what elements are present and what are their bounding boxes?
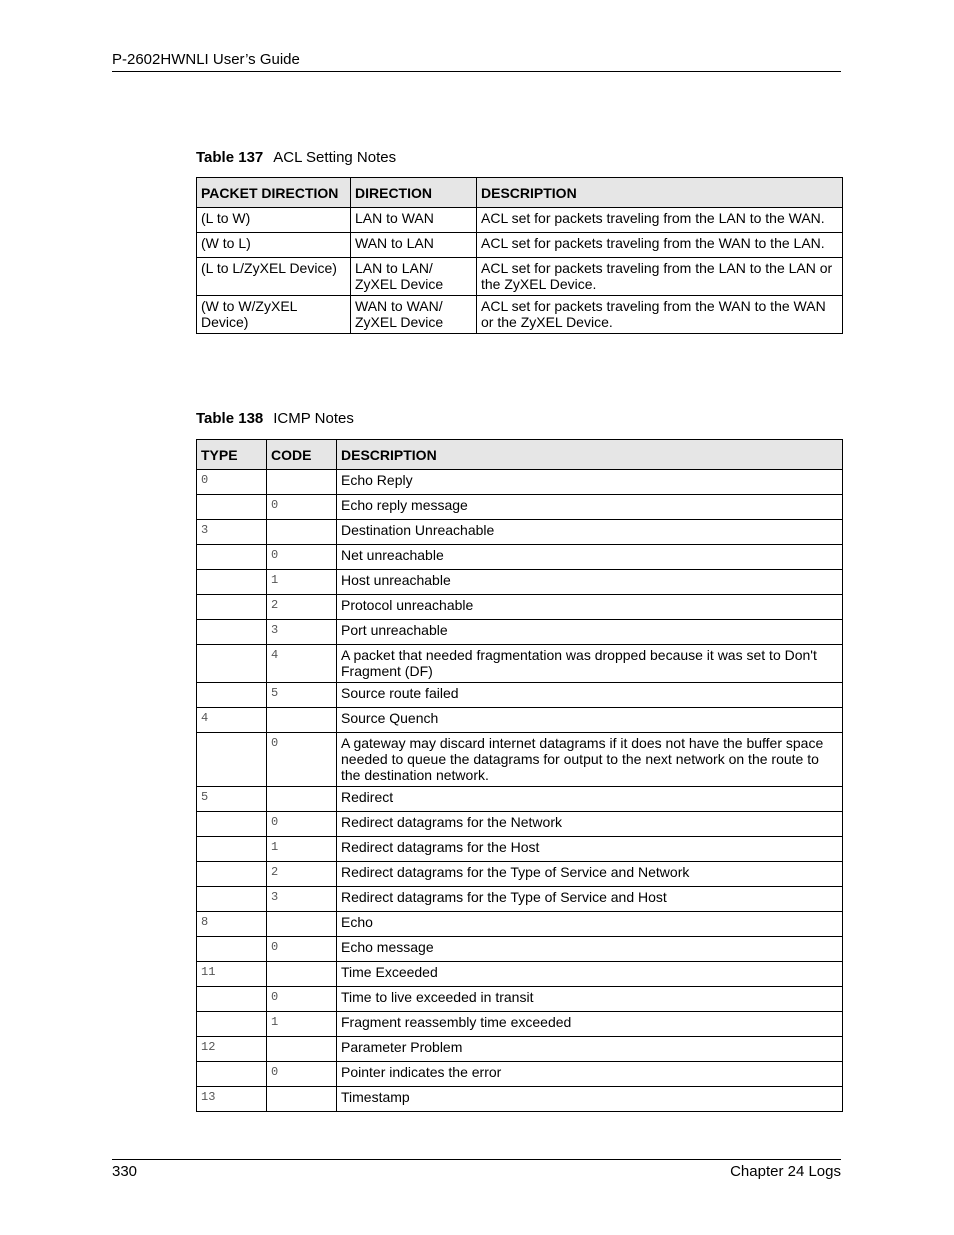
table-137-caption: [196, 149, 396, 166]
table-cell: [197, 887, 267, 912]
table-row: [197, 1037, 843, 1062]
table-cell: Destination Unreachable: [337, 520, 843, 545]
table-cell: ACL set for packets traveling from the LAN to the WAN.: [477, 208, 843, 233]
table-137-label: Table 137: [196, 149, 264, 166]
column-header: DIRECTION: [351, 178, 477, 208]
table-cell: Parameter Problem: [337, 1037, 843, 1062]
table-cell: 13: [197, 1087, 267, 1112]
table-cell: [197, 987, 267, 1012]
table-cell: 0: [267, 987, 337, 1012]
table-row: [197, 570, 843, 595]
table-cell: 0: [267, 733, 337, 787]
table-cell: 12: [197, 1037, 267, 1062]
header-title: P-2602HWNLI User’s Guide: [112, 51, 300, 68]
column-header: CODE: [267, 440, 337, 470]
table-row: [197, 620, 843, 645]
table-row: [197, 912, 843, 937]
table-cell: [267, 1037, 337, 1062]
table-header-row: [197, 178, 843, 208]
table-cell: 0: [267, 812, 337, 837]
column-header: TYPE: [197, 440, 267, 470]
column-header: DESCRIPTION: [337, 440, 843, 470]
table-row: [197, 733, 843, 787]
table-row: [197, 1012, 843, 1037]
table-row: [197, 862, 843, 887]
table-cell: Fragment reassembly time exceeded: [337, 1012, 843, 1037]
table-cell: Echo message: [337, 937, 843, 962]
table-cell: Pointer indicates the error: [337, 1062, 843, 1087]
table-cell: LAN to WAN: [351, 208, 477, 233]
table-cell: [267, 520, 337, 545]
table-138-title: ICMP Notes: [273, 410, 354, 427]
table-cell: (L to L/ZyXEL Device): [197, 258, 351, 296]
table-cell: [197, 812, 267, 837]
table-cell: [197, 645, 267, 683]
table-cell: [197, 495, 267, 520]
table-cell: [267, 912, 337, 937]
table-cell: Redirect datagrams for the Type of Service and Host: [337, 887, 843, 912]
page-number: 330: [112, 1163, 138, 1180]
table-cell: [197, 862, 267, 887]
table-cell: 3: [267, 887, 337, 912]
table-row: [197, 595, 843, 620]
table-cell: [197, 937, 267, 962]
table-cell: Protocol unreachable: [337, 595, 843, 620]
table-row: [197, 545, 843, 570]
table-cell: A gateway may discard internet datagrams if it does not have the buffer space needed to queue the datagrams for output to the next network on the route to the destination network.: [337, 733, 843, 787]
table-cell: [197, 620, 267, 645]
table-cell: Source route failed: [337, 683, 843, 708]
table-cell: 0: [267, 545, 337, 570]
column-header: PACKET DIRECTION: [197, 178, 351, 208]
table-cell: [267, 962, 337, 987]
table-cell: 1: [267, 837, 337, 862]
table-row: [197, 520, 843, 545]
table-row: [197, 683, 843, 708]
table-row: [197, 937, 843, 962]
table-cell: WAN to WAN/ ZyXEL Device: [351, 296, 477, 334]
table-cell: 3: [197, 520, 267, 545]
table-row: [197, 812, 843, 837]
table-cell: [197, 683, 267, 708]
table-cell: [197, 733, 267, 787]
table-cell: Redirect datagrams for the Network: [337, 812, 843, 837]
table-cell: [197, 1012, 267, 1037]
table-cell: Port unreachable: [337, 620, 843, 645]
table-cell: 5: [197, 787, 267, 812]
table-cell: [197, 595, 267, 620]
table-cell: 11: [197, 962, 267, 987]
table-cell: 5: [267, 683, 337, 708]
table-cell: ACL set for packets traveling from the LAN to the LAN or the ZyXEL Device.: [477, 258, 843, 296]
acl-notes-table: [196, 177, 843, 334]
table-cell: 1: [267, 1012, 337, 1037]
table-cell: 0: [197, 470, 267, 495]
table-cell: [267, 708, 337, 733]
page-header: [112, 51, 841, 72]
table-cell: Echo Reply: [337, 470, 843, 495]
table-row: [197, 233, 843, 258]
table-row: [197, 987, 843, 1012]
table-cell: ACL set for packets traveling from the WAN to the WAN or the ZyXEL Device.: [477, 296, 843, 334]
table-cell: 2: [267, 595, 337, 620]
table-header-row: [197, 440, 843, 470]
table-row: [197, 645, 843, 683]
table-cell: [267, 470, 337, 495]
table-cell: Redirect: [337, 787, 843, 812]
table-cell: WAN to LAN: [351, 233, 477, 258]
table-cell: Source Quench: [337, 708, 843, 733]
table-cell: Echo reply message: [337, 495, 843, 520]
table-cell: Time to live exceeded in transit: [337, 987, 843, 1012]
table-cell: [197, 570, 267, 595]
table-row: [197, 470, 843, 495]
table-row: [197, 787, 843, 812]
table-row: [197, 887, 843, 912]
table-cell: Host unreachable: [337, 570, 843, 595]
table-cell: 4: [267, 645, 337, 683]
chapter-title: Chapter 24 Logs: [730, 1163, 841, 1180]
table-cell: 1: [267, 570, 337, 595]
table-cell: A packet that needed fragmentation was dropped because it was set to Don't Fragment (DF): [337, 645, 843, 683]
table-cell: Net unreachable: [337, 545, 843, 570]
table-cell: Timestamp: [337, 1087, 843, 1112]
table-row: [197, 258, 843, 296]
table-cell: 8: [197, 912, 267, 937]
table-row: [197, 962, 843, 987]
table-cell: Time Exceeded: [337, 962, 843, 987]
table-row: [197, 208, 843, 233]
table-cell: ACL set for packets traveling from the WAN to the LAN.: [477, 233, 843, 258]
table-row: [197, 708, 843, 733]
table-cell: 0: [267, 495, 337, 520]
table-cell: (L to W): [197, 208, 351, 233]
table-cell: [197, 545, 267, 570]
table-cell: (W to W/ZyXEL Device): [197, 296, 351, 334]
column-header: DESCRIPTION: [477, 178, 843, 208]
table-138-label: Table 138: [196, 410, 264, 427]
table-cell: [267, 787, 337, 812]
table-cell: LAN to LAN/ ZyXEL Device: [351, 258, 477, 296]
table-cell: Redirect datagrams for the Type of Service and Network: [337, 862, 843, 887]
table-cell: Echo: [337, 912, 843, 937]
table-cell: [197, 1062, 267, 1087]
table-cell: 3: [267, 620, 337, 645]
page-footer: [112, 1159, 841, 1180]
table-cell: 2: [267, 862, 337, 887]
table-row: [197, 1087, 843, 1112]
table-row: [197, 495, 843, 520]
table-row: [197, 837, 843, 862]
icmp-notes-table: [196, 439, 843, 1112]
table-cell: Redirect datagrams for the Host: [337, 837, 843, 862]
table-cell: [267, 1087, 337, 1112]
table-138-caption: [196, 410, 354, 427]
table-cell: (W to L): [197, 233, 351, 258]
table-cell: 0: [267, 1062, 337, 1087]
table-137-title: ACL Setting Notes: [273, 149, 397, 166]
table-row: [197, 1062, 843, 1087]
table-cell: [197, 837, 267, 862]
table-cell: 4: [197, 708, 267, 733]
table-cell: 0: [267, 937, 337, 962]
table-row: [197, 296, 843, 334]
